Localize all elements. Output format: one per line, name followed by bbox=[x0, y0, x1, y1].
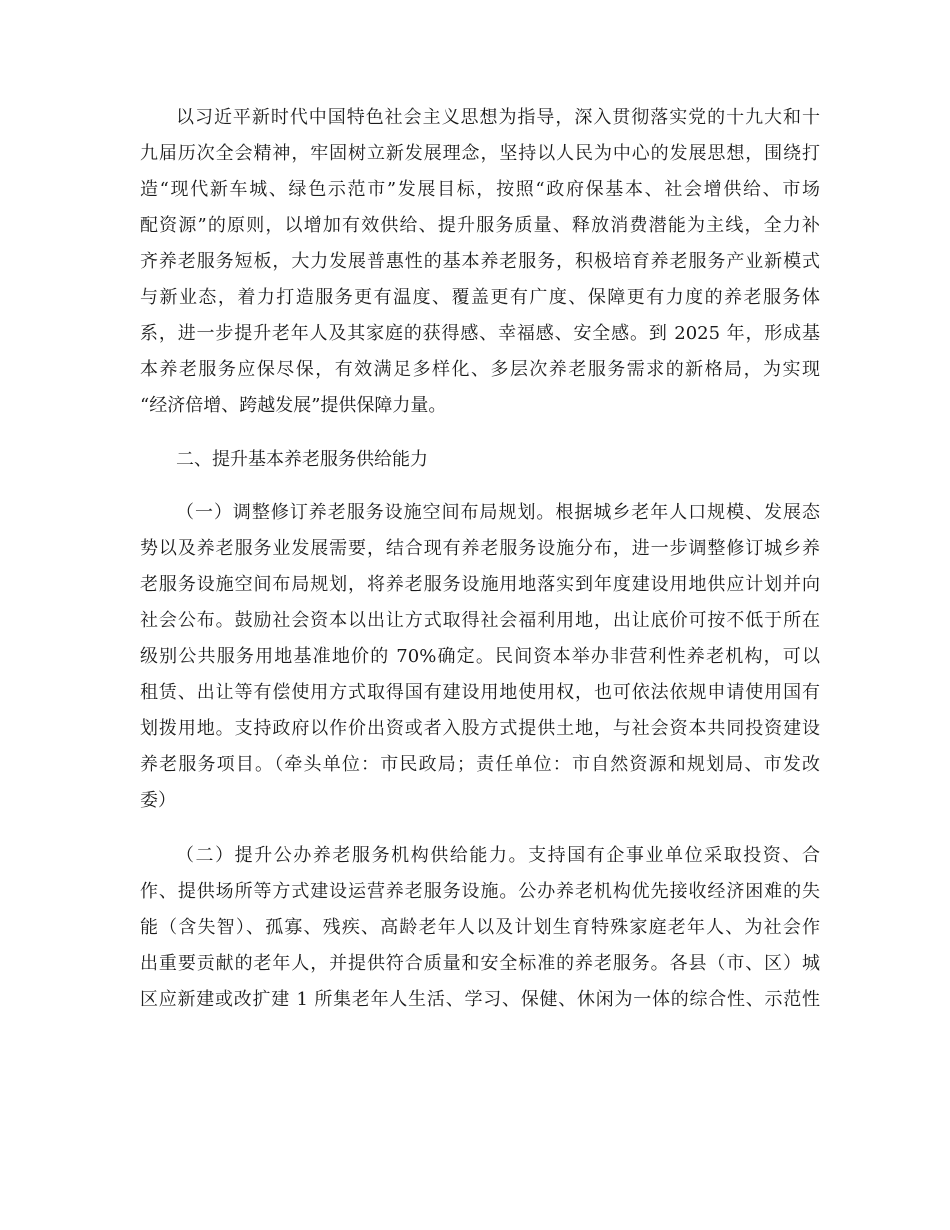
paragraph-line: 划拨用地。支持政府以作价出资或者入股方式提供土地，与社会资本共同投资建设 bbox=[140, 718, 820, 739]
paragraph-line: 能（含失智）、孤寡、残疾、高龄老年人以及计划生育特殊家庭老年人、为社会作 bbox=[140, 917, 820, 938]
paragraph-line: 系，进一步提升老年人及其家庭的获得感、幸福感、安全感。到 2025 年，形成基 bbox=[140, 323, 820, 344]
paragraph-line: 本养老服务应保尽保，有效满足多样化、多层次养老服务需求的新格局，为实现 bbox=[140, 359, 820, 380]
paragraph-first-line: 以习近平新时代中国特色社会主义思想为指导，深入贯彻落实党的十九大和十 bbox=[176, 107, 820, 128]
paragraph-line: 造“现代新车城、绿色示范市”发展目标，按照“政府保基本、社会增供给、市场 bbox=[140, 179, 820, 200]
paragraph-first-line: （一）调整修订养老服务设施空间布局规划。根据城乡老年人口规模、发展态 bbox=[176, 502, 820, 523]
paragraph-line: 九届历次全会精神，牢固树立新发展理念，坚持以人民为中心的发展思想，围绕打 bbox=[140, 143, 820, 164]
paragraph-line: 级别公共服务用地基准地价的 70%确定。民间资本举办非营利性养老机构，可以 bbox=[140, 646, 820, 667]
paragraph-line: 势以及养老服务业发展需要，结合现有养老服务设施分布，进一步调整修订城乡养 bbox=[140, 538, 820, 559]
paragraph-line: “经济倍增、跨越发展”提供保障力量。 bbox=[140, 395, 447, 416]
paragraph-line: 与新业态，着力打造服务更有温度、覆盖更有广度、保障更有力度的养老服务体 bbox=[140, 287, 820, 308]
paragraph-line: 老服务设施空间布局规划，将养老服务设施用地落实到年度建设用地供应计划并向 bbox=[140, 574, 820, 595]
paragraph-line: 委） bbox=[140, 790, 176, 811]
paragraph-line: 租赁、出让等有偿使用方式取得国有建设用地使用权，也可依法依规申请使用国有 bbox=[140, 682, 820, 703]
paragraph-line: 配资源”的原则，以增加有效供给、提升服务质量、释放消费潜能为主线，全力补 bbox=[140, 215, 820, 236]
paragraph-line: 作、提供场所等方式建设运营养老服务设施。公办养老机构优先接收经济困难的失 bbox=[140, 881, 820, 902]
paragraph-line: 出重要贡献的老年人，并提供符合质量和安全标准的养老服务。各县（市、区）城 bbox=[140, 953, 820, 974]
paragraph-first-line: 二、提升基本养老服务供给能力 bbox=[176, 449, 428, 470]
paragraph-line: 社会公布。鼓励社会资本以出让方式取得社会福利用地，出让底价可按不低于所在 bbox=[140, 610, 820, 631]
paragraph-line: 养老服务项目。（牵头单位：市民政局；责任单位：市自然资源和规划局、市发改 bbox=[140, 754, 820, 775]
paragraph-line: 齐养老服务短板，大力发展普惠性的基本养老服务，积极培育养老服务产业新模式 bbox=[140, 251, 820, 272]
paragraph-line: 区应新建或改扩建 1 所集老年人生活、学习、保健、休闲为一体的综合性、示范性 bbox=[140, 989, 820, 1010]
paragraph-first-line: （二）提升公办养老服务机构供给能力。支持国有企事业单位采取投资、合 bbox=[176, 845, 820, 866]
